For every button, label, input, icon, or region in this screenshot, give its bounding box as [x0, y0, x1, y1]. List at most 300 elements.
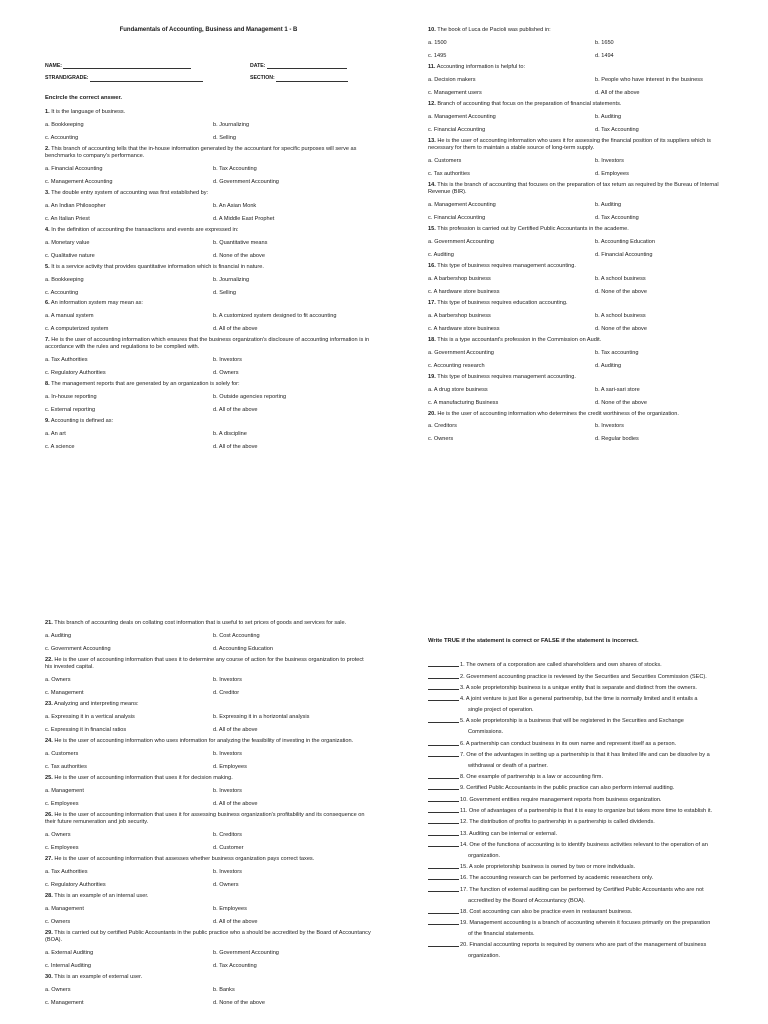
answer-blank[interactable] — [428, 696, 459, 701]
question-list-page-1 — [45, 109, 372, 452]
question-item — [428, 263, 728, 296]
answer-choice[interactable]: a. Management Accounting — [428, 113, 496, 120]
question-stem — [45, 109, 372, 116]
answer-choice[interactable]: b. Creditors — [213, 831, 242, 838]
answer-choice[interactable]: d. Employees — [213, 763, 247, 770]
answer-choice[interactable]: c. A hardware store business — [428, 288, 500, 295]
answer-choice[interactable]: c. Employees — [45, 844, 79, 851]
section-field[interactable] — [276, 81, 348, 82]
answer-blank[interactable] — [428, 831, 459, 836]
answer-choice[interactable]: b. Journalizing — [213, 121, 250, 128]
answer-choice[interactable]: a. Monetary value — [45, 239, 90, 246]
answer-choice[interactable]: a. A barbershop business — [428, 275, 491, 282]
statement-text: 9. Certified Public Accountants in the public practice can also perform internal auditing. — [460, 785, 675, 792]
statement — [460, 909, 746, 916]
answer-choices — [428, 387, 728, 407]
answer-choice[interactable]: d. All of the above — [213, 444, 258, 451]
answer-choice[interactable]: a. Customers — [428, 157, 462, 164]
answer-choice[interactable]: c. Employees — [45, 800, 79, 807]
statement — [460, 741, 746, 748]
statement — [460, 942, 746, 960]
answer-choice[interactable]: d. Auditing — [595, 362, 622, 369]
answer-choice[interactable]: a. In-house reporting — [45, 394, 97, 401]
statement — [460, 674, 746, 681]
question-stem — [45, 856, 372, 863]
question-list-page-3 — [45, 620, 372, 1006]
answer-choice[interactable]: d. All of the above — [595, 89, 640, 96]
answer-choice[interactable]: c. Accounting research — [428, 362, 485, 369]
statement — [460, 685, 746, 692]
question-stem — [45, 620, 372, 627]
answer-choice[interactable]: a. An art — [45, 431, 66, 438]
answer-choice[interactable]: b. Accounting Education — [595, 238, 656, 245]
true-false-item — [428, 696, 746, 714]
question-item — [428, 411, 728, 444]
statement-text: 20. Financial accounting reports is required by owners who are part of the management of business — [460, 942, 707, 949]
question-stem — [45, 812, 372, 826]
question-item — [45, 300, 372, 333]
statement-text: 5. A sole proprietorship is a business that will be registered in the Securities and Exchange — [460, 718, 684, 725]
question-number: 16. — [428, 262, 436, 269]
answer-choice[interactable]: b. Expressing it in a horizontal analysis — [213, 713, 310, 720]
question-text: Branch of accounting that focus on the preparation of financial statements. — [437, 100, 622, 107]
answer-choices — [428, 158, 728, 178]
answer-choice[interactable]: c. Management — [45, 689, 84, 696]
question-text: This is a type accountant's profession in the Commission on Audit. — [437, 336, 602, 343]
question-text: This is the branch of accounting that focuses on the preparation of tax return as required by the Bureau of Internal Revenue (BIR). — [428, 181, 719, 195]
answer-choice[interactable]: b. Tax accounting — [595, 349, 639, 356]
statement-continuation: withdrawal or death of a partner. — [468, 762, 548, 769]
answer-choices — [428, 202, 728, 222]
answer-choice[interactable]: b. A school business — [595, 312, 646, 319]
statement — [460, 797, 746, 804]
answer-choice[interactable]: a. A drug store business — [428, 386, 488, 393]
question-stem — [45, 146, 372, 160]
question-item — [45, 657, 372, 697]
answer-blank[interactable] — [428, 685, 459, 690]
answer-choice[interactable]: c. A science — [45, 444, 75, 451]
answer-choice[interactable]: d. Tax Accounting — [213, 962, 257, 969]
statement-text: 14. One of the functions of accounting is to identify business activities relevant to the operation of an — [460, 841, 708, 848]
question-number: 11. — [428, 63, 436, 70]
answer-choice[interactable]: c. Accounting — [45, 289, 79, 296]
answer-choice[interactable]: c. Financial Accounting — [428, 214, 486, 221]
answer-choice[interactable]: a. Government Accounting — [428, 238, 494, 245]
true-false-item — [428, 831, 746, 838]
statement — [460, 819, 746, 826]
question-number: 19. — [428, 373, 436, 380]
question-item — [45, 264, 372, 297]
answer-choice[interactable]: a. Owners — [45, 986, 71, 993]
statement-text: 11. One of advantages of a partnership is that it is easy to organize but takes more time to establish it. — [460, 808, 713, 814]
answer-choices — [428, 313, 728, 333]
answer-choice[interactable]: c. Owners — [428, 436, 454, 443]
answer-choice[interactable]: a. Expressing it in a vertical analysis — [45, 713, 135, 720]
answer-choice[interactable]: b. Quantitative means — [213, 239, 268, 246]
answer-choice[interactable]: b. Investors — [213, 676, 242, 683]
statement-text: 8. One example of partnership is a law or accounting firm. — [460, 774, 604, 781]
answer-choice[interactable]: b. Investors — [213, 750, 242, 757]
question-number: 12. — [428, 100, 436, 107]
statement-text: 7. One of the advantages in setting up a partnership is that it has limited life and can be dissolve by a — [460, 751, 710, 758]
strand-grade-field[interactable] — [90, 81, 203, 82]
answer-choice[interactable]: a. Owners — [45, 831, 71, 838]
page-1 — [0, 0, 384, 512]
true-false-item — [428, 909, 746, 916]
answer-choices — [428, 114, 728, 134]
answer-choice[interactable]: b. Outside agencies reporting — [213, 394, 287, 401]
answer-choice[interactable]: b. Investors — [213, 787, 242, 794]
answer-choice[interactable]: b. A customized system designed to fit accounting — [213, 313, 337, 320]
question-item — [45, 620, 372, 653]
question-text: He is the user of accounting information that uses it for decision making. — [54, 774, 233, 781]
answer-choice[interactable]: b. A school business — [595, 275, 646, 282]
statement — [460, 808, 746, 815]
statement-continuation: organization. — [468, 953, 501, 960]
answer-choice[interactable]: a. An Indian Philosopher — [45, 202, 106, 209]
answer-choice[interactable]: c. Tax authorities — [45, 763, 87, 770]
answer-choices — [428, 77, 728, 97]
answer-choice[interactable]: c. Management — [45, 999, 84, 1006]
answer-choice[interactable]: c. Management users — [428, 89, 482, 96]
answer-blank[interactable] — [428, 808, 459, 813]
answer-choices — [45, 677, 372, 697]
answer-choices — [428, 350, 728, 370]
question-text: He is the user of accounting information which ensures that the business organization's disclosure of accounting information is in accordance with the rules and regulations to be complied with. — [45, 337, 370, 351]
answer-blank[interactable] — [428, 662, 459, 667]
statement-text: 17. The function of external auditing can be performed by Certified Public Accountants who are not — [460, 886, 704, 893]
question-stem — [45, 190, 372, 197]
question-text: The book of Luca de Pacioli was published in: — [437, 27, 551, 33]
answer-blank[interactable] — [428, 741, 459, 746]
answer-choice[interactable]: a. Bookkeeping — [45, 276, 84, 283]
name-label: NAME: — [45, 62, 63, 69]
question-number: 1. — [45, 108, 50, 115]
question-item — [428, 226, 728, 259]
answer-choice[interactable]: b. Banks — [213, 986, 235, 993]
answer-choices — [45, 869, 372, 889]
true-false-item — [428, 842, 746, 860]
answer-choice[interactable]: b. Investors — [213, 357, 242, 364]
statement — [460, 774, 746, 781]
answer-choice[interactable]: a. 1500 — [428, 39, 447, 46]
answer-choice[interactable]: c. Regulatory Authorities — [45, 881, 106, 888]
answer-choice[interactable]: b. Investors — [595, 157, 624, 164]
question-stem — [45, 738, 372, 745]
answer-choices — [45, 950, 372, 970]
question-item — [428, 182, 728, 222]
true-false-instruction: Write TRUE if the statement is correct or FALSE if the statement is incorrect. — [428, 638, 639, 644]
strand-grade-label: STRAND/GRADE: — [45, 75, 89, 81]
answer-choice[interactable]: c. Management Accounting — [45, 178, 113, 185]
answer-choice[interactable]: b. Investors — [213, 868, 242, 875]
answer-choice[interactable]: a. Tax Authorities — [45, 868, 88, 875]
answer-choice[interactable]: d. All of the above — [213, 407, 258, 414]
statement — [460, 875, 746, 882]
question-text: This type of business requires management accounting. — [437, 262, 576, 269]
answer-choice[interactable]: a. Creditors — [428, 423, 457, 430]
answer-choice[interactable]: a. Tax Authorities — [45, 357, 88, 364]
answer-blank[interactable] — [428, 909, 459, 914]
answer-choice[interactable]: c. 1495 — [428, 52, 447, 59]
question-text: This branch of accounting tells that the in-house information generated by the accountant for specific purposes will serve as benchmarks to company's performance. — [45, 145, 357, 159]
answer-choice[interactable]: d. None of the above — [595, 399, 647, 406]
true-false-item — [428, 797, 746, 804]
question-text: He is the user of accounting information that assesses whether business organization pays correct taxes. — [54, 855, 315, 862]
answer-choice[interactable]: a. Owners — [45, 676, 71, 683]
question-text: Accounting is defined as: — [50, 418, 114, 425]
answer-blank[interactable] — [428, 920, 459, 925]
answer-choice[interactable]: b. Employees — [213, 905, 247, 912]
question-number: 21. — [45, 620, 53, 626]
answer-choice[interactable]: a. Management — [45, 905, 84, 912]
question-text: An information system may mean as: — [50, 300, 143, 307]
page-3-content — [45, 620, 372, 1010]
answer-choice[interactable]: c. Tax authorities — [428, 170, 470, 177]
question-stem — [45, 300, 372, 307]
true-false-list — [428, 662, 746, 960]
answer-choices — [45, 714, 372, 734]
question-stem — [45, 337, 372, 351]
answer-choice[interactable]: b. Cost Accounting — [213, 632, 260, 639]
answer-blank[interactable] — [428, 819, 459, 824]
page-4-content — [428, 638, 746, 965]
question-item — [428, 138, 728, 178]
answer-choice[interactable]: d. Selling — [213, 289, 237, 296]
question-stem — [45, 775, 372, 782]
answer-blank[interactable] — [428, 797, 459, 802]
question-text: This is an example of an internal user. — [54, 892, 149, 899]
question-stem — [428, 138, 728, 152]
answer-blank[interactable] — [428, 942, 459, 947]
answer-choice[interactable]: d. Government Accounting — [213, 178, 279, 185]
question-item — [428, 64, 728, 97]
question-text: This branch of accounting deals on collating cost information that is useful to set prices of goods and services for sale. — [54, 620, 347, 626]
statement — [460, 887, 746, 905]
true-false-item — [428, 942, 746, 960]
answer-choice[interactable]: d. Tax Accounting — [595, 214, 639, 221]
answer-choice[interactable]: c. External reporting — [45, 407, 96, 414]
answer-choice[interactable]: a. Government Accounting — [428, 349, 494, 356]
answer-choice[interactable]: a. Bookkeeping — [45, 121, 84, 128]
question-number: 27. — [45, 855, 53, 862]
statement-text: 18. Cost accounting can also be practice even in restaurant business. — [460, 908, 633, 915]
answer-choice[interactable]: d. All of the above — [213, 326, 258, 333]
answer-choice[interactable]: c. Government Accounting — [45, 645, 111, 652]
section-label: SECTION: — [250, 75, 275, 81]
answer-choice[interactable]: c. Expressing it in financial ratios — [45, 726, 127, 733]
question-text: This profession is carried out by Certified Public Accountants in the academe. — [437, 225, 629, 232]
answer-choice[interactable]: b. People who have interest in the business — [595, 76, 703, 83]
answer-choice[interactable]: a. Management — [45, 787, 84, 794]
answer-choices — [45, 240, 372, 260]
question-stem — [428, 101, 728, 108]
true-false-item — [428, 808, 746, 815]
statement-continuation: Commissions. — [468, 729, 504, 736]
answer-choice[interactable]: c. Regulatory Authorities — [45, 370, 106, 377]
question-item — [45, 856, 372, 889]
statement — [460, 696, 746, 714]
multiple-choice-instruction: Encircle the correct answer. — [45, 94, 123, 101]
answer-choice[interactable]: d. All of the above — [213, 918, 258, 925]
answer-blank[interactable] — [428, 752, 459, 757]
question-text: This type of business requires management accounting. — [437, 373, 576, 380]
question-stem — [428, 226, 728, 233]
question-text: This is an example of external user. — [54, 973, 143, 980]
answer-blank[interactable] — [428, 718, 459, 723]
question-stem — [428, 27, 728, 34]
answer-choices — [45, 633, 372, 653]
answer-choice[interactable]: c. A hardware store business — [428, 325, 500, 332]
question-stem — [45, 264, 372, 271]
true-false-item — [428, 674, 746, 681]
question-number: 28. — [45, 892, 53, 899]
question-item — [45, 146, 372, 186]
answer-choice[interactable]: a. Management Accounting — [428, 201, 496, 208]
question-number: 7. — [45, 337, 50, 344]
answer-choice[interactable]: b. A discipline — [213, 431, 247, 438]
statement-continuation: of the financial statements. — [468, 931, 535, 938]
question-stem — [45, 701, 372, 708]
answer-choices — [45, 203, 372, 223]
answer-blank[interactable] — [428, 842, 459, 847]
statement-text: 10. Government entities require management reports from business organization. — [460, 796, 662, 803]
answer-choice[interactable]: b. Investors — [595, 423, 624, 430]
page-2 — [384, 0, 768, 512]
statement-continuation: accredited by the Board of Accountancy (BOA). — [468, 897, 586, 904]
answer-choice[interactable]: d. 1494 — [595, 52, 614, 59]
answer-choice[interactable]: b. 1650 — [595, 39, 614, 46]
answer-choice[interactable]: b. An Asian Monk — [213, 202, 257, 209]
question-stem — [45, 657, 372, 671]
true-false-item — [428, 920, 746, 938]
question-item — [428, 337, 728, 370]
question-item — [45, 893, 372, 926]
statement — [460, 752, 746, 770]
answer-choice[interactable]: c. Owners — [45, 918, 71, 925]
answer-choice[interactable]: a. Decision makers — [428, 76, 476, 83]
question-item — [428, 101, 728, 134]
answer-choice[interactable]: b. Auditing — [595, 113, 622, 120]
answer-choice[interactable]: d. None of the above — [213, 999, 265, 1006]
question-number: 14. — [428, 181, 436, 188]
answer-choice[interactable]: d. Customer — [213, 844, 244, 851]
answer-choice[interactable]: a. Financial Accounting — [45, 165, 103, 172]
answer-choice[interactable]: d. Owners — [213, 881, 239, 888]
question-text: He is the user of accounting information who uses information for analyzing the feasibility of investing in the organization. — [54, 737, 354, 744]
answer-choice[interactable]: d. Selling — [213, 134, 237, 141]
answer-blank[interactable] — [428, 774, 459, 779]
answer-choices — [45, 394, 372, 414]
answer-choice[interactable]: d. None of the above — [213, 252, 265, 259]
answer-choice[interactable]: c. A manufacturing Business — [428, 399, 499, 406]
question-stem — [428, 411, 728, 418]
question-item — [45, 337, 372, 377]
statement-text: 1. The owners of a corporation are called shareholders and own shares of stocks. — [460, 662, 662, 669]
answer-choice[interactable]: b. Journalizing — [213, 276, 250, 283]
answer-blank[interactable] — [428, 864, 459, 869]
answer-choice[interactable]: c. Auditing — [428, 251, 454, 258]
answer-blank[interactable] — [428, 674, 459, 679]
answer-choice[interactable]: a. Customers — [45, 750, 79, 757]
statement-text: 16. The accounting research can be performed by academic researchers only. — [460, 875, 654, 882]
answer-choice[interactable]: d. All of the above — [213, 726, 258, 733]
answer-blank[interactable] — [428, 887, 459, 892]
question-number: 10. — [428, 27, 436, 33]
name-field[interactable] — [63, 68, 191, 69]
answer-blank[interactable] — [428, 785, 459, 790]
question-stem — [428, 64, 728, 71]
answer-choice[interactable]: c. Qualitative nature — [45, 252, 95, 259]
answer-choice[interactable]: b. Auditing — [595, 201, 622, 208]
question-stem — [45, 893, 372, 900]
date-field[interactable] — [267, 68, 347, 69]
answer-choices — [45, 122, 372, 142]
answer-choices — [45, 832, 372, 852]
answer-choice[interactable]: a. A manual system — [45, 313, 94, 320]
question-item — [45, 930, 372, 970]
answer-choice[interactable]: c. Accounting — [45, 134, 79, 141]
statement — [460, 662, 746, 669]
question-text: It is the language of business. — [51, 108, 126, 115]
question-stem — [428, 263, 728, 270]
document-title: Fundamentals of Accounting, Business and Management 1 - B — [119, 27, 298, 33]
question-stem — [428, 182, 728, 196]
answer-choices — [45, 357, 372, 377]
answer-choice[interactable]: b. Government Accounting — [213, 949, 279, 956]
answer-choice[interactable]: d. None of the above — [595, 288, 647, 295]
answer-choice[interactable]: d. Employees — [595, 170, 629, 177]
answer-choice[interactable]: c. Financial Accounting — [428, 126, 486, 133]
answer-choice[interactable]: d. None of the above — [595, 325, 647, 332]
answer-choices — [45, 906, 372, 926]
answer-choice[interactable]: d. Owners — [213, 370, 239, 377]
answer-choice[interactable]: c. Internal Auditing — [45, 962, 92, 969]
answer-choice[interactable]: a. A barbershop business — [428, 312, 491, 319]
true-false-item — [428, 662, 746, 669]
answer-choice[interactable]: d. A Middle East Prophet — [213, 215, 275, 222]
answer-choice[interactable]: d. Accounting Education — [213, 645, 274, 652]
answer-choice[interactable]: a. Auditing — [45, 632, 72, 639]
question-item — [45, 812, 372, 852]
statement-text: 6. A partnership can conduct business in its own name and represent itself as a person. — [460, 740, 677, 747]
answer-choice[interactable]: a. External Auditing — [45, 949, 94, 956]
answer-choice[interactable]: d. Financial Accounting — [595, 251, 653, 258]
answer-choice[interactable]: b. Tax Accounting — [213, 165, 257, 172]
answer-choice[interactable]: b. A sari-sari store — [595, 386, 640, 393]
statement-continuation: single project of operation. — [468, 707, 534, 714]
page-1-content — [45, 27, 372, 455]
question-text: The double entry system of accounting was first established by: — [51, 189, 209, 196]
question-text: This type of business requires education accounting. — [437, 299, 568, 306]
answer-choice[interactable]: d. Tax Accounting — [595, 126, 639, 133]
statement — [460, 842, 746, 860]
question-text: He is the user of accounting information that uses it to determine any course of action for the business organization to protect his invested capital. — [45, 656, 364, 670]
question-item — [45, 775, 372, 808]
answer-choices — [45, 166, 372, 186]
answer-choice[interactable]: c. An Italian Priest — [45, 215, 90, 222]
answer-choice[interactable]: d. Creditor — [213, 689, 240, 696]
question-item — [428, 374, 728, 407]
answer-choice[interactable]: c. A computerized system — [45, 326, 109, 333]
answer-blank[interactable] — [428, 875, 459, 880]
statement-text: 13. Auditing can be internal or external. — [460, 830, 558, 837]
answer-choice[interactable]: d. All of the above — [213, 800, 258, 807]
answer-choice[interactable]: d. Regular bodies — [595, 436, 639, 443]
question-item — [45, 974, 372, 1007]
true-false-item — [428, 785, 746, 792]
statement-text: 15. A sole proprietorship business is owned by two or more individuals. — [460, 864, 636, 871]
